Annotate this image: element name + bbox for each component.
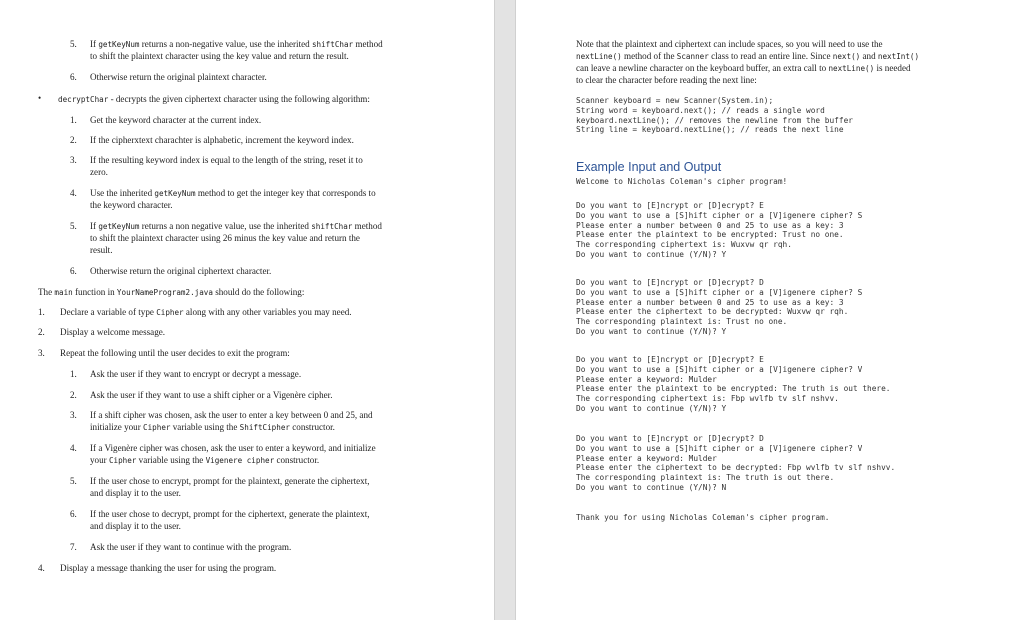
list-item-text: to shift the plaintext character using the key value and return the result. bbox=[90, 51, 349, 61]
list-number: 2. bbox=[70, 135, 77, 145]
example-session-3: Do you want to [E]ncrypt or [D]ecrypt? E Do you want to use a [S]hift cipher or a [V]igenere cipher? V Please enter a keyword: Mulder Please enter the plaintext to be encrypted: The truth is out there. The corresponding ciphertext is: Fbp wvlfb tv slf nshvv. Do you want to continue (Y/N)? Y bbox=[576, 355, 891, 413]
list-number: 1. bbox=[70, 115, 77, 125]
list-item-text: Ask the user if they want to continue with the program. bbox=[90, 542, 292, 552]
decrypt-description: decryptChar - decrypts the given ciphertext character using the following algorithm: bbox=[58, 94, 370, 104]
list-item-text: Otherwise return the original plaintext character. bbox=[90, 72, 267, 82]
note-paragraph-line: Note that the plaintext and ciphertext can include spaces, so you will need to use the bbox=[576, 39, 883, 49]
bullet: • bbox=[38, 93, 42, 103]
list-number: 4. bbox=[70, 443, 77, 453]
note-paragraph-line: nextLine() method of the Scanner class to read an entire line. Since next() and nextInt() bbox=[576, 51, 920, 61]
list-number: 2. bbox=[70, 390, 77, 400]
list-item-text: and display it to the user. bbox=[90, 521, 181, 531]
list-item-text: If getKeyNum returns a non-negative value, use the inherited shiftChar method bbox=[90, 39, 383, 49]
list-number: 6. bbox=[70, 72, 77, 82]
list-item-text: If a shift cipher was chosen, ask the user to enter a key between 0 and 25, and bbox=[90, 410, 373, 420]
list-item-text: Otherwise return the original ciphertext character. bbox=[90, 266, 272, 276]
list-item-text: If the cipherxtext charachter is alphabetic, increment the keyword index. bbox=[90, 135, 354, 145]
thanks-output: Thank you for using Nicholas Coleman's cipher program. bbox=[576, 513, 830, 522]
list-item-text: Use the inherited getKeyNum method to get the integer key that corresponds to bbox=[90, 188, 376, 198]
example-session-1: Do you want to [E]ncrypt or [D]ecrypt? E Do you want to use a [S]hift cipher or a [V]igenere cipher? S Please enter a number between 0 and 25 to use as a key: 3 Please enter the plaintext to be encrypted: Trust no one. The corresponding ciphertext is: Wuxvw qr rqh. Do you want to continue (Y/N)? Y bbox=[576, 201, 863, 259]
list-number: 2. bbox=[38, 327, 45, 337]
list-item-text: the keyword character. bbox=[90, 200, 173, 210]
list-number: 5. bbox=[70, 221, 77, 231]
list-item-text: zero. bbox=[90, 167, 108, 177]
list-number: 5. bbox=[70, 476, 77, 486]
scanner-code-block: Scanner keyboard = new Scanner(System.in); String word = keyboard.next(); // reads a single word keyboard.nextLine(); // removes the newline from the buffer String line = keyboard.nextLine(); // reads the next line bbox=[576, 96, 853, 135]
example-session-4: Do you want to [E]ncrypt or [D]ecrypt? D Do you want to use a [S]hift cipher or a [V]igenere cipher? V Please enter a keyword: Mulder Please enter the ciphertext to be decrypted: Fbp wvlfb tv slf nshvv. The corresponding plaintext is: The truth is out there. Do you want to continue (Y/N)? N bbox=[576, 434, 896, 492]
right-document-page bbox=[516, 0, 1024, 620]
welcome-output: Welcome to Nicholas Coleman's cipher program! bbox=[576, 177, 788, 186]
list-item-text: Declare a variable of type Cipher along with any other variables you may need. bbox=[60, 307, 352, 317]
note-paragraph-line: to clear the character before reading the next line: bbox=[576, 75, 757, 85]
list-item-text: Ask the user if they want to use a shift cipher or a Vigenère cipher. bbox=[90, 390, 333, 400]
list-number: 4. bbox=[70, 188, 77, 198]
page-gutter bbox=[494, 0, 516, 620]
list-number: 1. bbox=[70, 369, 77, 379]
example-session-2: Do you want to [E]ncrypt or [D]ecrypt? D Do you want to use a [S]hift cipher or a [V]igenere cipher? S Please enter a number between 0 and 25 to use as a key: 3 Please enter the ciphertext to be decrypted: Wuxvw qr rqh. The corresponding plaintext is: Trust no one. Do you want to continue (Y/N)? Y bbox=[576, 278, 863, 336]
list-number: 6. bbox=[70, 509, 77, 519]
list-number: 6. bbox=[70, 266, 77, 276]
example-heading: Example Input and Output bbox=[576, 160, 722, 174]
list-item-text: Display a message thanking the user for using the program. bbox=[60, 563, 277, 573]
list-item-text: If the user chose to encrypt, prompt for the plaintext, generate the ciphertext, bbox=[90, 476, 370, 486]
list-item-text: your Cipher variable using the Vigenere cipher constructor. bbox=[90, 455, 320, 465]
list-item-text: If the resulting keyword index is equal to the length of the string, reset it to bbox=[90, 155, 363, 165]
list-number: 1. bbox=[38, 307, 45, 317]
list-item-text: Repeat the following until the user decides to exit the program: bbox=[60, 348, 290, 358]
list-item-text: Ask the user if they want to encrypt or decrypt a message. bbox=[90, 369, 302, 379]
list-item-text: Get the keyword character at the current index. bbox=[90, 115, 262, 125]
list-item-text: If the user chose to decrypt, prompt for the ciphertext, generate the plaintext, bbox=[90, 509, 370, 519]
list-item-text: result. bbox=[90, 245, 113, 255]
list-number: 3. bbox=[70, 410, 77, 420]
note-paragraph-line: can leave a newline character on the keyboard buffer, an extra call to nextLine() is needed bbox=[576, 63, 911, 73]
list-number: 4. bbox=[38, 563, 45, 573]
left-document-page bbox=[0, 0, 494, 620]
list-item-text: If a Vigenère cipher was chosen, ask the user to enter a keyword, and initialize bbox=[90, 443, 376, 453]
list-number: 3. bbox=[38, 348, 45, 358]
main-function-intro: The main function in YourNameProgram2.java should do the following: bbox=[38, 287, 305, 297]
list-item-text: to shift the plaintext character using 26 minus the key value and return the bbox=[90, 233, 360, 243]
list-item-text: If getKeyNum returns a non negative value, use the inherited shiftChar method bbox=[90, 221, 382, 231]
list-item-text: initialize your Cipher variable using the ShiftCipher constructor. bbox=[90, 422, 335, 432]
list-number: 7. bbox=[70, 542, 77, 552]
list-item-text: Display a welcome message. bbox=[60, 327, 166, 337]
list-number: 5. bbox=[70, 39, 77, 49]
list-number: 3. bbox=[70, 155, 77, 165]
list-item-text: and display it to the user. bbox=[90, 488, 181, 498]
